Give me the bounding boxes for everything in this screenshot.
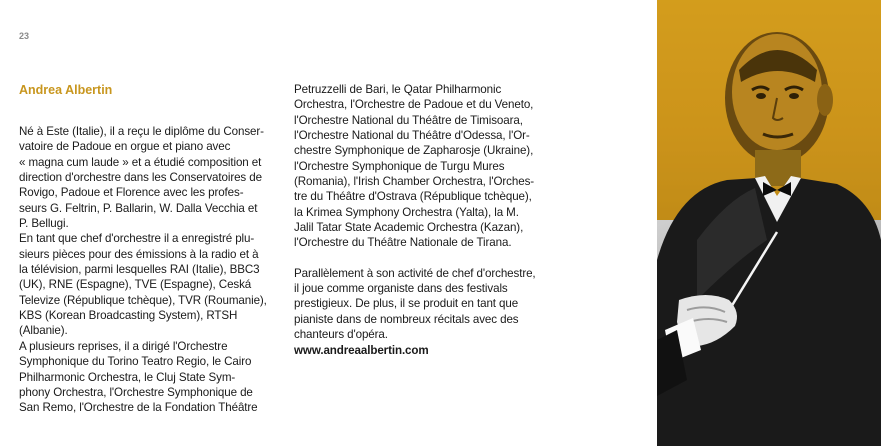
text-line: sieurs pièces pour des émissions à la radio et à	[19, 247, 259, 261]
text-line: Né à Este (Italie), il a reçu le diplôme du Conser-	[19, 125, 264, 138]
text-line: En tant que chef d'orchestre il a enregistré plu-	[19, 232, 255, 246]
text-line: il joue comme organiste dans des festivals	[294, 282, 508, 296]
text-line: (Albanie).	[19, 324, 68, 338]
text-line: chanteurs d'opéra.	[294, 328, 388, 342]
text-line: prestigieux. De plus, il se produit en tant que	[294, 297, 519, 311]
text-line: P. Bellugi.	[19, 217, 69, 231]
text-line: la télévision, parmi lesquelles RAI (Italie), BBC3	[19, 263, 260, 277]
text-line: tre du Théâtre d'Ostrava (République tchèque),	[294, 190, 532, 204]
text-line: Televize (République tchèque), TVR (Roumanie),	[19, 293, 267, 307]
text-line: Petruzzelli de Bari, le Qatar Philharmonic	[294, 83, 502, 96]
bio-paragraph-orchestras	[19, 339, 281, 416]
author-heading: Andrea Albertin	[19, 83, 113, 97]
conductor-portrait-photo	[657, 0, 881, 446]
text-line: phony Orchestra, l'Orchestre Symphonique de	[19, 385, 253, 399]
text-line: l'Orchestre National du Théâtre d'Odessa, l'Or-	[294, 129, 530, 143]
bio-paragraph-education	[19, 124, 281, 231]
text-line: Symphonique du Torino Teatro Regio, le Cairo	[19, 355, 252, 369]
text-line: direction d'orchestre dans les Conservatoires de	[19, 171, 262, 185]
text-line: Jalil Tatar State Academic Orchestra (Kazan),	[294, 221, 524, 235]
page-number: 23	[19, 31, 30, 41]
text-line: Parallèlement à son activité de chef d'orchestre,	[294, 266, 536, 280]
biography-left-column	[19, 124, 281, 416]
text-line: l'Orchestre du Théâtre Nationale de Tirana.	[294, 236, 512, 250]
text-line: chestre Symphonique de Zapharosje (Ukraine),	[294, 144, 534, 158]
text-line: l'Orchestre National du Théâtre de Timisoara,	[294, 113, 523, 127]
text-line: San Remo, l'Orchestre de la Fondation Théâtre	[19, 401, 258, 415]
text-line: Orchestra, l'Orchestre de Padoue et du Veneto,	[294, 98, 534, 112]
biography-right-column	[294, 82, 559, 358]
bio-paragraph-orchestras-continued	[294, 82, 559, 251]
bio-paragraph-organist	[294, 266, 559, 358]
text-line: (Romania), l'Irish Chamber Orchestra, l'Orches-	[294, 175, 535, 189]
text-line: seurs G. Feltrin, P. Ballarin, W. Dalla Vecchia et	[19, 201, 258, 215]
text-line: l'Orchestre Symphonique de Turgu Mures	[294, 159, 505, 173]
text-line: (UK), RNE (Espagne), TVE (Espagne), Ceská	[19, 278, 252, 292]
bio-paragraph-recordings	[19, 231, 281, 338]
text-line: « magna cum laude » et a étudié composition et	[19, 155, 262, 169]
text-line: KBS (Korean Broadcasting System), RTSH	[19, 309, 238, 323]
website-link[interactable]: www.andreaalbertin.com	[294, 343, 429, 357]
text-line: Rovigo, Padoue et Florence avec les profes-	[19, 186, 244, 200]
text-line: vatoire de Padoue en orgue et piano avec	[19, 140, 231, 154]
text-line: A plusieurs reprises, il a dirigé l'Orchestre	[19, 339, 228, 353]
text-line: la Krimea Symphony Orchestra (Yalta), la M.	[294, 205, 519, 219]
conductor-figure	[657, 0, 881, 446]
text-line: Philharmonic Orchestra, le Cluj State Sym-	[19, 370, 236, 384]
text-line: pianiste dans de nombreux récitals avec des	[294, 312, 519, 326]
